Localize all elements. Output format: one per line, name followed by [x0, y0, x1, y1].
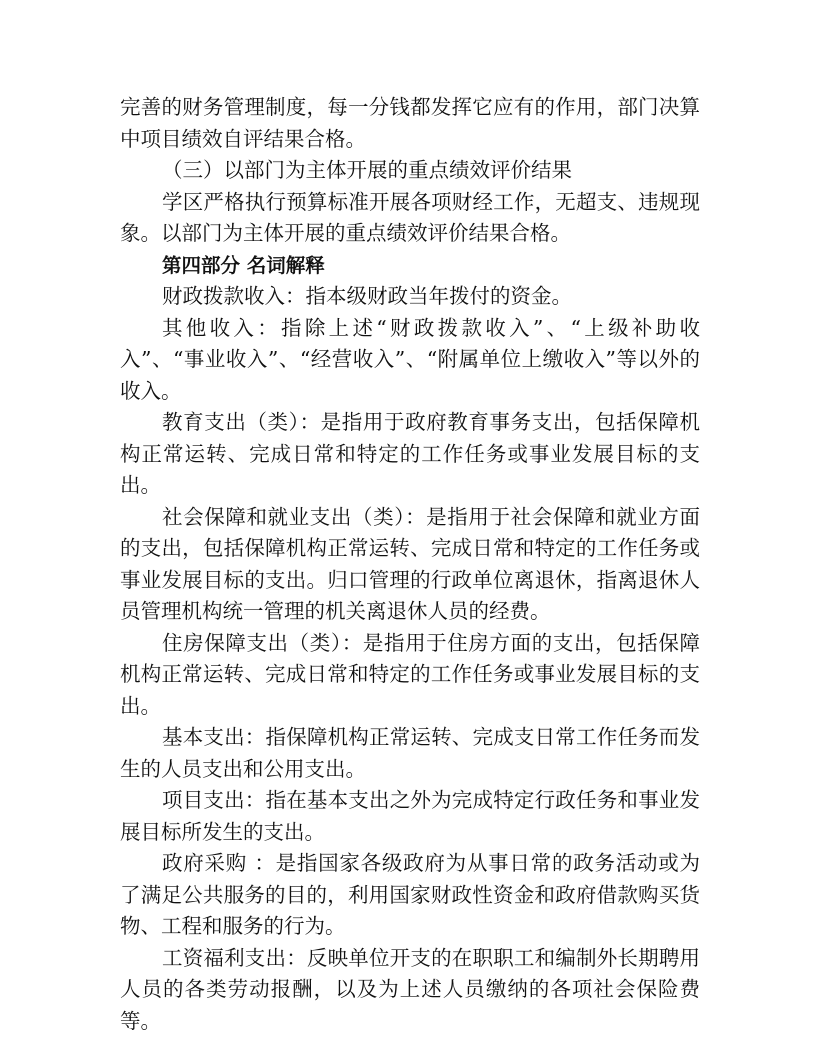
term-education-expenditure: 教育支出（类）：是指用于政府教育事务支出，包括保障机构正常运转、完成日常和特定的工作任务或事业发展目标的支出。	[120, 410, 700, 497]
paragraph-evaluation-result: 学区严格执行预算标准开展各项财经工作，无超支、违规现象。以部门为主体开展的重点绩效评价结果合格。	[120, 189, 700, 245]
term-project-expenditure: 项目支出：指在基本支出之外为完成特定行政任务和事业发展目标所发生的支出。	[120, 788, 700, 844]
document-page	[120, 92, 700, 1037]
term-fiscal-appropriation-income: 财政拨款收入：指本级财政当年拨付的资金。	[162, 284, 572, 308]
term-basic-expenditure: 基本支出：指保障机构正常运转、完成支日常工作任务而发生的人员支出和公用支出。	[120, 725, 700, 781]
paragraph-continuation: 完善的财务管理制度，每一分钱都发挥它应有的作用，部门决算中项目绩效自评结果合格。	[120, 95, 700, 151]
term-wages-welfare-expenditure: 工资福利支出：反映单位开支的在职职工和编制外长期聘用人员的各类劳动报酬，以及为上述人员缴纳的各项社会保险费等。	[120, 945, 700, 1033]
term-other-income: 其他收入：指除上述“财政拨款收入”、“上级补助收入”、“事业收入”、“经营收入”、“附属单位上缴收入”等以外的收入。	[120, 315, 700, 403]
section-subheading: （三）以部门为主体开展的重点绩效评价结果	[162, 158, 572, 182]
term-government-procurement: 政府采购 ：是指国家各级政府为从事日常的政务活动或为了满足公共服务的目的，利用国家财政性资金和政府借款购买货物、工程和服务的行为。	[120, 851, 700, 938]
part-four-heading: 第四部分 名词解释	[162, 253, 325, 277]
term-housing-expenditure: 住房保障支出（类）：是指用于住房方面的支出，包括保障机构正常运转、完成日常和特定的工作任务或事业发展目标的支出。	[120, 630, 700, 718]
term-social-security-expenditure: 社会保障和就业支出（类）：是指用于社会保障和就业方面的支出，包括保障机构正常运转、完成日常和特定的工作任务或事业发展目标的支出。归口管理的行政单位离退休，指离退休人员管理机构统一管理的机关离退休人员的经费。	[120, 504, 700, 623]
